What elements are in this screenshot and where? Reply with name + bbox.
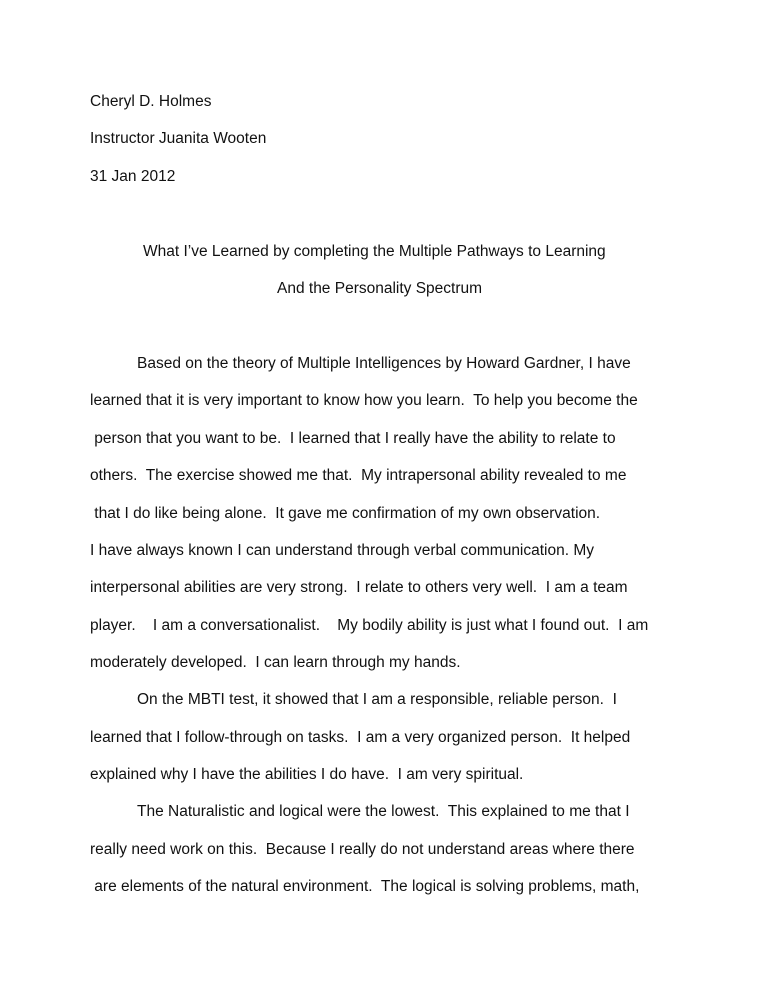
body-line: person that you want to be. I learned that I really have the ability to relate to	[90, 430, 616, 447]
body-line: player. I am a conversationalist. My bodily ability is just what I found out. I am	[90, 617, 649, 634]
body-line: Based on the theory of Multiple Intelligences by Howard Gardner, I have	[137, 355, 631, 372]
instructor-name: Instructor Juanita Wooten	[90, 130, 267, 147]
body-line: interpersonal abilities are very strong. I relate to others very well. I am a team	[90, 579, 628, 596]
author-name: Cheryl D. Holmes	[90, 93, 212, 110]
body-line: others. The exercise showed me that. My intrapersonal ability revealed to me	[90, 467, 627, 484]
body-line: are elements of the natural environment. The logical is solving problems, math,	[90, 878, 640, 895]
body-line: explained why I have the abilities I do have. I am very spiritual.	[90, 766, 524, 783]
body-line: I have always known I can understand through verbal communication. My	[90, 542, 595, 559]
body-line: learned that I follow-through on tasks. I am a very organized person. It helped	[90, 729, 631, 746]
body-line: The Naturalistic and logical were the lowest. This explained to me that I	[137, 803, 630, 820]
body-line: On the MBTI test, it showed that I am a responsible, reliable person. I	[137, 691, 617, 708]
body-line: moderately developed. I can learn through my hands.	[90, 654, 461, 671]
body-line: learned that it is very important to know how you learn. To help you become the	[90, 392, 638, 409]
body-line: really need work on this. Because I really do not understand areas where there	[90, 841, 635, 858]
essay-title-line-2: And the Personality Spectrum	[277, 280, 483, 297]
document-date: 31 Jan 2012	[90, 168, 176, 185]
body-line: that I do like being alone. It gave me confirmation of my own observation.	[90, 505, 601, 522]
essay-title-line-1: What I’ve Learned by completing the Multiple Pathways to Learning	[143, 243, 606, 260]
